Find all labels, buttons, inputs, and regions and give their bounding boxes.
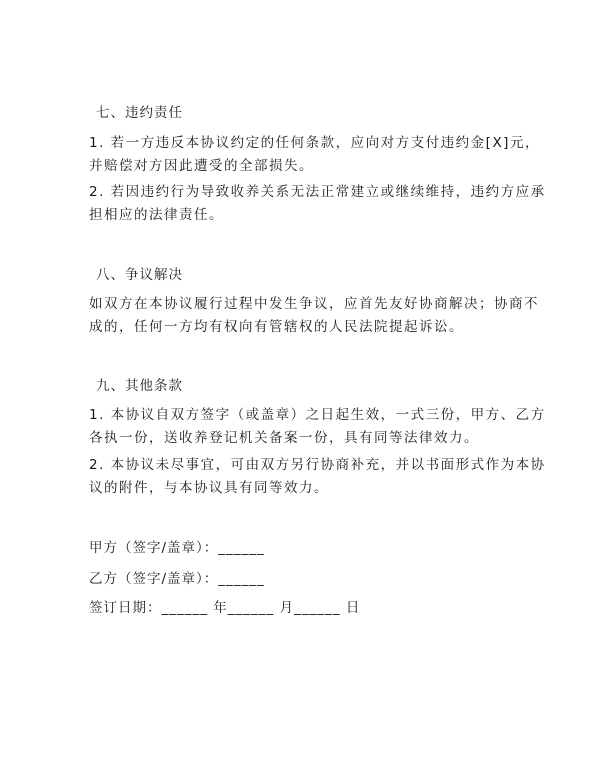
- other-clause-1: [89, 404, 546, 450]
- other-clause-2-line-2: 议的附件，与本协议具有同等效力。: [89, 480, 329, 496]
- breach-clause-2-line-2: 担相应的法律责任。: [89, 207, 224, 223]
- dispute-clause-line-1: 如双方在本协议履行过程中发生争议，应首先友好协商解决；协商不: [89, 296, 539, 312]
- party-a-signature-line: 甲方（签字/盖章）：______: [89, 540, 265, 556]
- party-b-signature-line: 乙方（签字/盖章）：______: [89, 571, 265, 587]
- dispute-clause: [89, 293, 539, 339]
- breach-clause-2-line-1: 2. 若因违约行为导致收养关系无法正常建立或继续维持，违约方应承: [89, 184, 546, 200]
- section-heading-other: 九、其他条款: [96, 378, 183, 394]
- signing-date-line: 签订日期：______ 年______ 月______ 日: [89, 600, 361, 616]
- other-clause-1-line-1: 1. 本协议自双方签字（或盖章）之日起生效，一式三份，甲方、乙方: [89, 407, 546, 423]
- breach-clause-1: [89, 132, 540, 178]
- other-clause-2: [89, 454, 546, 500]
- breach-clause-2: [89, 181, 546, 227]
- other-clause-2-line-1: 2. 本协议未尽事宜，可由双方另行协商补充，并以书面形式作为本协: [89, 457, 546, 473]
- section-heading-breach: 七、违约责任: [96, 105, 183, 121]
- section-heading-dispute: 八、争议解决: [96, 267, 183, 283]
- breach-clause-1-line-1: 1. 若一方违反本协议约定的任何条款，应向对方支付违约金[X]元，: [89, 135, 540, 151]
- other-clause-1-line-2: 各执一份，送收养登记机关备案一份，具有同等法律效力。: [89, 430, 479, 446]
- dispute-clause-line-2: 成的，任何一方均有权向有管辖权的人民法院提起诉讼。: [89, 319, 464, 335]
- breach-clause-1-line-2: 并赔偿对方因此遭受的全部损失。: [89, 158, 314, 174]
